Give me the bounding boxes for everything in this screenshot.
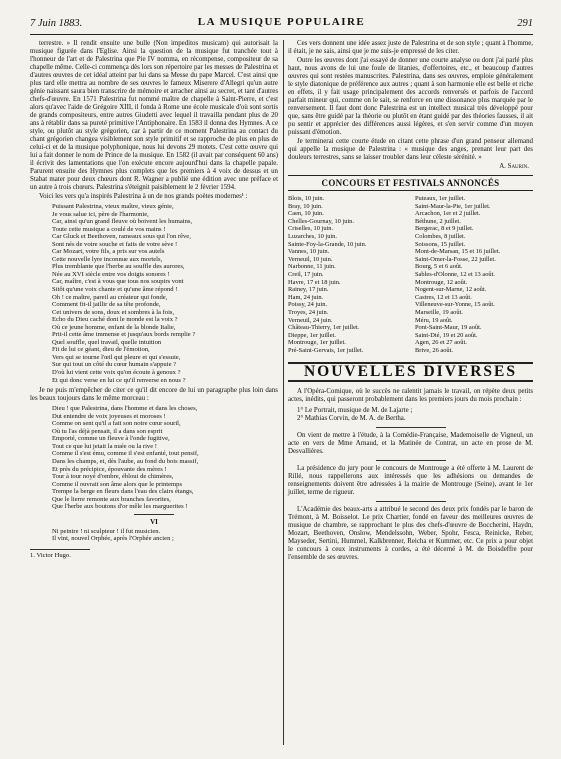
issue-date: 7 Juin 1883. bbox=[30, 18, 83, 29]
poem-line: Je vous salue ici, père de l'harmonie, bbox=[52, 210, 149, 218]
separator bbox=[376, 460, 446, 461]
concours-entry: Dieppe, 1er juillet. bbox=[288, 331, 336, 339]
poem-tail bbox=[52, 528, 278, 543]
news-item: L'Académie des beaux-arts a attribué le second des deux prix fondés par le baron de Trémont, à M. Boisselot. Le prix Chartier, fondé en faveur des meilleures œuvres de musique de chambre, se rapprochant le plus des chefs-d'œuvre de Boccherini, Haydn, Mozart, Beethoven, Onslow, Mendelssohn, Weber, Spohr, Fesca, Reinicke, Reber, Mayseder, Sertini, Hummel, Kalkbrenner, Reicha et Kummer, etc. Ce prix a pour objet le concours à ceux instruments à cordes, a été décerné à M. de Boisdeffre pour l'ensemble de ses œuvres. bbox=[288, 506, 533, 562]
concours-entry: Nogent-sur-Marne, 12 août. bbox=[415, 286, 487, 294]
article-paragraph: Voici les vers qu'a inspirés Palestrina à un de nos grands poètes modernes¹ : bbox=[39, 193, 248, 200]
poem-line: D'où lui vient cette voix qu'on écoute à genoux ? bbox=[52, 369, 181, 377]
separator bbox=[376, 427, 446, 428]
poem-line: Comment fit-il jaillir de sa tête profonde, bbox=[52, 301, 161, 309]
concours-entry: Béthune, 2 juillet. bbox=[415, 217, 461, 225]
poem-line: Où tu l'as déjà pensait, il a dans son esprit bbox=[52, 427, 163, 435]
news-subitem: 2° Mathias Corvin, de M. A. de Bertha. bbox=[297, 415, 406, 423]
poem-line: Cet univers de sons, doux et sombres à la fois, bbox=[52, 308, 175, 316]
concours-entry: Verneuil, 24 juin. bbox=[288, 316, 333, 324]
concours-entry: Pont-Saint-Maur, 19 août. bbox=[415, 324, 482, 332]
concours-entry: Bray, 10 juin. bbox=[288, 202, 323, 210]
concours-entry: Verneuil, 10 juin. bbox=[288, 255, 333, 263]
poem-block bbox=[52, 405, 278, 511]
concours-entry: Caen, 10 juin. bbox=[288, 210, 324, 218]
poem-line: Car Mozart, votre fils, a pris sur vos autels bbox=[52, 248, 165, 256]
poem-line: Comme il s'est ému, comme il s'est enfanté, tout pensif, bbox=[52, 450, 199, 458]
footnote: 1. Victor Hugo. bbox=[30, 549, 90, 560]
concours-entry: Rainey, 17 juin. bbox=[288, 286, 329, 294]
poem-line: Car, ainsi qu'un grand fleuve où boivent les humains, bbox=[52, 218, 193, 226]
poem-line: Tout ce que lui jetait la nuée ou la rive ! bbox=[52, 442, 157, 450]
section-heading-concours: CONCOURS ET FESTIVALS ANNONCÉS bbox=[288, 175, 533, 191]
poem-line: Trempe la berge en fleurs dans l'eau des clairs étangs, bbox=[52, 488, 194, 496]
concours-entry: Luzarches, 10 juin. bbox=[288, 232, 337, 240]
poem-line: Quel souffle, quel travail, quelle intuition bbox=[52, 338, 162, 346]
column-divider bbox=[283, 40, 284, 745]
concours-entry: Agen, 26 et 27 août. bbox=[415, 339, 467, 347]
poem-line: Prit-il cette âme immense et jusqu'aux bords remplie ? bbox=[52, 331, 196, 339]
concours-entry: Bourg, 5 et 6 août. bbox=[415, 263, 463, 271]
concours-entry: Château-Thierry, 1er juillet. bbox=[288, 324, 360, 332]
poem-line: Et qui donc verse en lui ce qu'il renverse en nous ? bbox=[52, 376, 186, 384]
concours-entry: Castres, 12 et 13 août. bbox=[415, 293, 472, 301]
poem-line: Dieu ! que Palestrina, dans l'homme et dans les choses, bbox=[52, 405, 198, 413]
concours-entry: Narbonne, 11 juin. bbox=[288, 263, 336, 271]
concours-entry: Saint-Omer-la-Fosse, 22 juillet. bbox=[415, 255, 496, 263]
poem-line: Née au XVI siècle entre vos doigts sonores ! bbox=[52, 270, 170, 278]
concours-entry: Méru, 19 août. bbox=[415, 316, 453, 324]
poem-line: Sitôt qu'une voix chante et qu'une âme répond ! bbox=[52, 286, 178, 294]
concours-entry: Sainte-Foy-la-Grande, 10 juin. bbox=[288, 240, 367, 248]
article-paragraph: Je terminerai cette courte étude en citant cette phrase d'un grand penseur allemand qui appelle la musique de Palestrina : « musique des anges, prenant leur part des douleurs terrestres, sans se laisser troubler dans leur céleste sérénité. » bbox=[288, 138, 533, 161]
concours-entry: Saint-Maur-la-Pie, 1er juillet. bbox=[415, 202, 491, 210]
poem-line: Que le lierre remonte aux branches favorites, bbox=[52, 495, 171, 503]
article-paragraph: Outre les œuvres dont j'ai essayé de donner une courte analyse ou dont j'ai parlé plus haut, nous avons de lui une foule de litanies, d'offertoires, etc., et beaucoup d'autres œuvres qui sont restées manuscrites. Palestrina, dans ses œuvres, emploie généralement le style diatonique de préférence aux autres ; quant à son harmonie elle est belle et riche en effets, il y fait usage principalement des accords renversés et parfois de l'accord parfait mineur qui, comme on le sait, se renforce en une dissonance plus marquée par le renversement. Il faut dont donc Palestrina est un intellect musical très développé pour que, sans être guidé par la théorie ou plutôt en étant guidé par des théories fausses, il ait pu sentir et apprécier des différences aussi légères, et s'en servir comme d'un moyen puissant d'émotion. bbox=[288, 57, 533, 136]
poem-line: Fit de lui ce géant, dieu de l'émotion, bbox=[52, 346, 150, 354]
poem-line: Comme il ouvrait son âme alors que le printemps bbox=[52, 480, 183, 488]
poem-line: Et près du précipice, épouvante des mères ! bbox=[52, 465, 167, 473]
news-item: A l'Opéra-Comique, où le succès ne ralentit jamais le travail, on répète deux petits actes, inédits, qui passeront probablement dans les premiers jours du mois prochain : bbox=[288, 388, 533, 404]
article-paragraph: terrestre. » Il rendit ensuite une bulle (Non impeditos musicam) qui autorisait la musique figurée dans l'Eglise. Ainsi la question de la musique fut tranchée tout à l'honneur de l'art et de Palestrina que Pie IV nomma, en récompense, compositeur de sa chapelle même. Celle-ci commença dès lors son répertoire par les messes de Palestrina et d'autres œuvres de cet idéal atteint par lui dans sa Messe du pape Marcel. C'est ainsi que plus tard elle mettra au nombre de ses œuvres le fameux Miserere d'Allegri qu'un autre génie naissant saura bien transcrire de mémoire et arracher ainsi au secret, et tant d'autres chefs-d'œuvre. En 1571 Palestrina fut nommé maître de chapelle à Saint-Pierre, et c'est alors qu'avec l'aide de Grégoire XIII, il fonda à Rome une école musicale d'où sont sortis de grands compositeurs, entre autres Giudetti avec lequel il travailla pendant plus de 20 ans à rétablir dans sa pureté primitive l'Antiphonaire. En 1583 il donna des Hymnes. A ce style, ou plutôt au style grégorien, car à partir de ce moment Palestrina au contact du chant grégorien changea visiblement son style primitif et se rapproche de plus en plus de celui-ci et de la musique polyphonique, nous lui devons 29 motets. C'est cette œuvre qui lui a fait donner le nom de Prince de la musique. En 1582 (il avait par conséquent 60 ans) il écrivit des lamentations que l'on exécute encore aujourd'hui dans la chapelle papale. Parurent ensuite des Hymnes plus complets que les premiers à 4 voix de dessus et un Stabat mater pour deux chœurs dont R. Wagner a publié une édition avec une préface et un autre à trois chœurs. Palestrina s'éteignit paisiblement le 2 février 1594. bbox=[30, 40, 278, 191]
concours-entry: Creil, 17 juin. bbox=[288, 270, 324, 278]
news-item: La présidence du jury pour le concours de Montrouge a été offerte à M. Laurent de Rillé, nous rappellerons aux intéressés que les adhésions ou demandes de renseignements doivent être adressées à la mairie de Montrouge (Seine), avant le 1er juillet, terme de rigueur. bbox=[288, 465, 533, 497]
concours-entry: Pré-Saint-Gervais, 1er juillet. bbox=[288, 346, 364, 354]
poem-line: Plus tremblante que l'herbe au souffle des aurores, bbox=[52, 263, 185, 271]
concours-list-right bbox=[415, 195, 533, 354]
concours-entry: Poissy, 24 juin. bbox=[288, 301, 328, 309]
concours-entry: Puteaux, 1er juillet. bbox=[415, 195, 466, 202]
poem-line: Car, maître, c'est à vous que tous nos soupirs vont bbox=[52, 278, 184, 286]
section-heading-nouvelles: NOUVELLES DIVERSES bbox=[288, 362, 533, 382]
poem-line: Echo du Dieu caché dont le monde est la voix ? bbox=[52, 316, 178, 324]
concours-entry: Blois, 10 juin. bbox=[288, 195, 325, 202]
concours-entry: Criselles, 10 juin. bbox=[288, 225, 334, 233]
news-item: On vient de mettre à l'étude, à la Comédie-Française, Mademoiselle de Vigneul, un acte en vers de Mme Arnaud, et la Matinée de Contrat, un acte en prose de M. Desvallières. bbox=[288, 432, 533, 456]
concours-entry: Vannes, 10 juin. bbox=[288, 248, 330, 256]
concours-entry: Mont-de-Marsan, 15 et 16 juillet. bbox=[415, 248, 501, 256]
concours-entry: Saint-Dié, 19 et 20 août. bbox=[415, 331, 478, 339]
poem-line: Il vint, nouvel Orphée, après l'Orphée ancien ; bbox=[52, 535, 174, 543]
separator bbox=[134, 514, 174, 515]
concours-entry: Chelles-Gournay, 10 juin. bbox=[288, 217, 354, 225]
news-subitem: 1° Le Portrait, musique de M. de Lajarte ; bbox=[297, 407, 413, 415]
concours-entry: Ham, 24 juin. bbox=[288, 293, 324, 301]
concours-list bbox=[288, 195, 533, 354]
article-paragraph: Je ne puis m'empêcher de citer ce qu'il dit encore de lui un paragraphe plus loin dans les beaux toujours dans le même morceau : bbox=[30, 387, 278, 403]
concours-entry: Montrouge, 1er juillet. bbox=[288, 339, 346, 347]
poem-block bbox=[52, 203, 278, 384]
concours-entry: Sables-d'Olonne, 12 et 13 août. bbox=[415, 270, 495, 278]
concours-entry: Soissons, 15 juillet. bbox=[415, 240, 466, 248]
concours-entry: Brive, 26 août. bbox=[415, 346, 453, 354]
author-signature: A. Saurin. bbox=[499, 163, 529, 170]
concours-entry: Bergerac, 8 et 9 juillet. bbox=[415, 225, 474, 233]
poem-line: Dut entendre de voix joyeuses et moroses ! bbox=[52, 412, 166, 420]
left-column bbox=[30, 40, 278, 560]
concours-entry: Montrouge, 12 août. bbox=[415, 278, 468, 286]
right-column bbox=[288, 40, 533, 565]
concours-entry: Troyes, 24 juin. bbox=[288, 308, 329, 316]
poem-line: Que l'herbe aux boutons d'or mêle les marguerites ! bbox=[52, 503, 188, 511]
concours-entry: Arcachon, 1er et 2 juillet. bbox=[415, 210, 481, 218]
poem-line: Sur qui tout un côté du cœur humain s'appuie ? bbox=[52, 361, 177, 369]
poem-line: Car Gluck et Beethoven, rameaux sous qui l'on rêve, bbox=[52, 233, 191, 241]
concours-entry: Marseille, 19 août. bbox=[415, 308, 463, 316]
poem-line: Puissant Palestrina, vieux maître, vieux génie, bbox=[52, 203, 174, 210]
poem-line: Cette nouvelle lyre inconnue aux mortels, bbox=[52, 255, 163, 263]
poem-line: Dans les champs, et, dès l'aube, au fond du bois massif, bbox=[52, 457, 199, 465]
concours-entry: Villeneuve-sur-Yonne, 15 août. bbox=[415, 301, 495, 309]
concours-entry: Havre, 17 et 18 juin. bbox=[288, 278, 341, 286]
poem-line: Tour à tour noyé d'ombre, ébloui de chimères, bbox=[52, 473, 174, 481]
article-paragraph: Ces vers donnent une idée assez juste de Palestrina et de son style ; quant à l'homme, il était, je ne sais, ainsi que je me suis-je empressé de les citer. bbox=[288, 40, 533, 55]
concours-entry: Colombes, 8 juillet. bbox=[415, 232, 466, 240]
poem-line: Où ce jeune homme, enfant de la blonde Italie, bbox=[52, 323, 176, 331]
separator bbox=[376, 501, 446, 502]
concours-list-left bbox=[288, 195, 406, 354]
poem-line: Sont nés de votre souche et faits de votre sève ! bbox=[52, 240, 178, 248]
poem-line: Toute cette musique a coulé de vos mains ! bbox=[52, 225, 166, 233]
header-rule bbox=[30, 34, 533, 35]
poem-line: Comme on sent qu'il a fait son notre cœur souril, bbox=[52, 420, 181, 428]
section-numeral: VI bbox=[150, 517, 158, 526]
page-number: 291 bbox=[517, 18, 533, 29]
page-header bbox=[30, 16, 533, 32]
poem-line: Emporté, comme un fleuve à l'onde fugitive, bbox=[52, 435, 170, 443]
poem-line: Ni peintre ! ni sculpteur ! il fut musicien. bbox=[52, 527, 161, 535]
news-block bbox=[288, 388, 533, 562]
journal-title: LA MUSIQUE POPULAIRE bbox=[197, 16, 366, 28]
poem-line: Oh ! ce maître, pareil au créateur qui fonde, bbox=[52, 293, 168, 301]
poem-line: Vers qui se tourne l'œil qui pleure et qui s'essuie, bbox=[52, 353, 181, 361]
